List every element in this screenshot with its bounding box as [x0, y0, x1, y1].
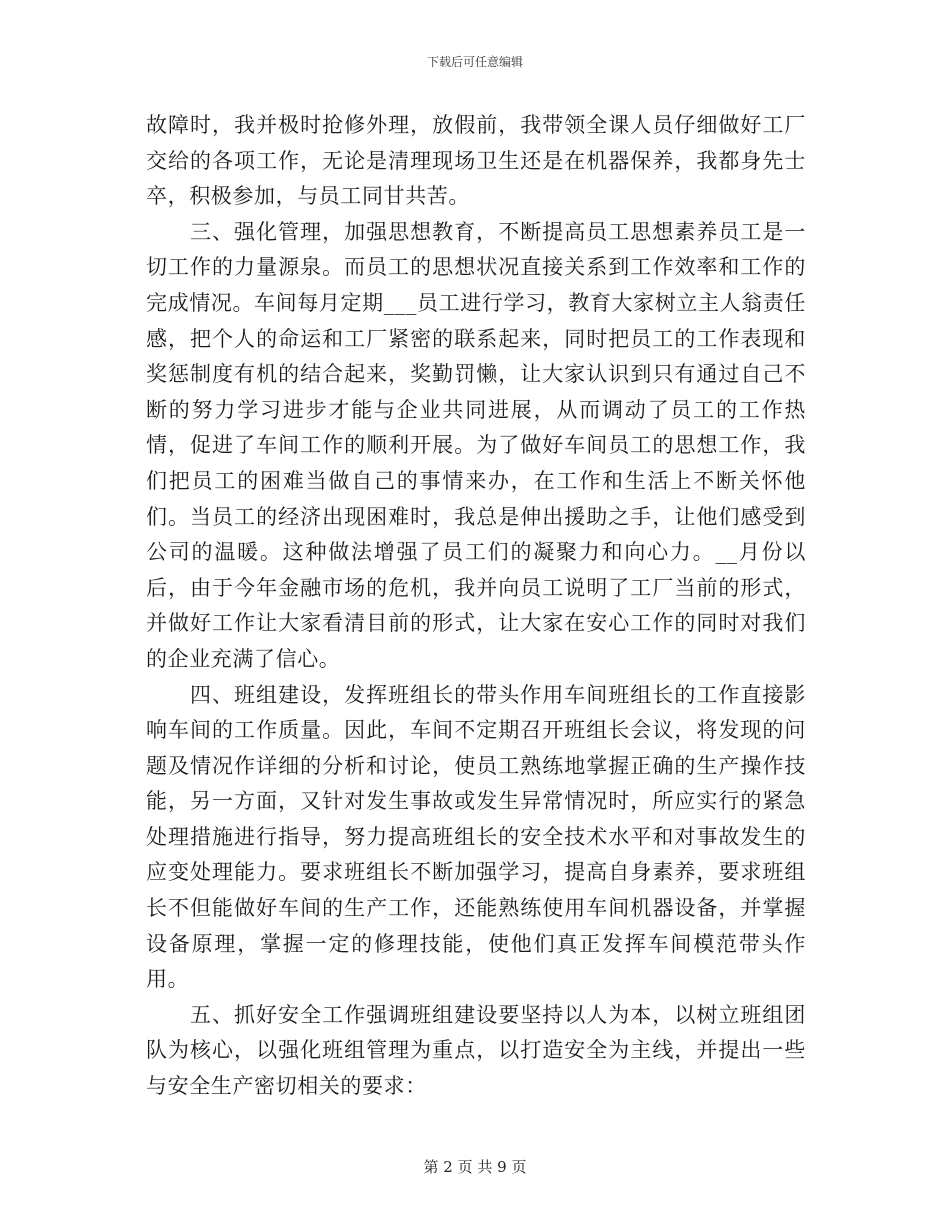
paragraph-1: 故障时，我并极时抢修外理，放假前，我带领全课人员仔细做好工厂交给的各项工作，无论是清理现场卫生还是在机器保养，我都身先士卒，积极参加，与员工同甘共苦。 [146, 113, 806, 209]
page-header-note: 下载后可任意编辑 [426, 55, 523, 69]
paragraph-2: 三、强化管理，加强思想教育，不断提高员工思想素养员工是一切工作的力量源泉。而员工的思想状况直接关系到工作效率和工作的完成情况。车间每月定期___员工进行学习，教育大家树立主人翁责任感，把个人的命运和工厂紧密的联系起来，同时把员工的工作表现和奖惩制度有机的结合起来，奖勤罚懒，让大家认识到只有通过自己不断的努力学习进步才能与企业共同进展，从而调动了员工的工作热情，促进了车间工作的顺利开展。为了做好车间员工的思想工作，我们把员工的困难当做自己的事情来办，在工作和生活上不断关怀他们。当员工的经济出现困难时，我总是伸出援助之手，让他们感受到公司的温暖。这种做法增强了员工们的凝聚力和向心力。__月份以后，由于今年金融市场的危机，我并向员工说明了工厂当前的形式，并做好工作让大家看清目前的形式，让大家在安心工作的同时对我们的企业充满了信心。 [146, 219, 806, 671]
paragraph-4: 五、抓好安全工作强调班组建设要坚持以人为本，以树立班组团队为核心，以强化班组管理为重点，以打造安全为主线，并提出一些与安全生产密切相关的要求： [146, 1002, 806, 1099]
document-body [146, 108, 806, 1105]
page-number: 第 2 页 共 9 页 [423, 1158, 527, 1176]
paragraph-3: 四、班组建设，发挥班组长的带头作用车间班组长的工作直接影响车间的工作质量。因此，车间不定期召开班组长会议，将发现的问题及情况作详细的分析和讨论，使员工熟练地掌握正确的生产操作技能，另一方面，又针对发生事故或发生异常情况时，所应实行的紧急处理措施进行指导，努力提高班组长的安全技术水平和对事故发生的应变处理能力。要求班组长不断加强学习，提高自身素养，要求班组长不但能做好车间的生产工作，还能熟练使用车间机器设备，并掌握设备原理，掌握一定的修理技能，使他们真正发挥车间模范带头作用。 [146, 682, 806, 992]
